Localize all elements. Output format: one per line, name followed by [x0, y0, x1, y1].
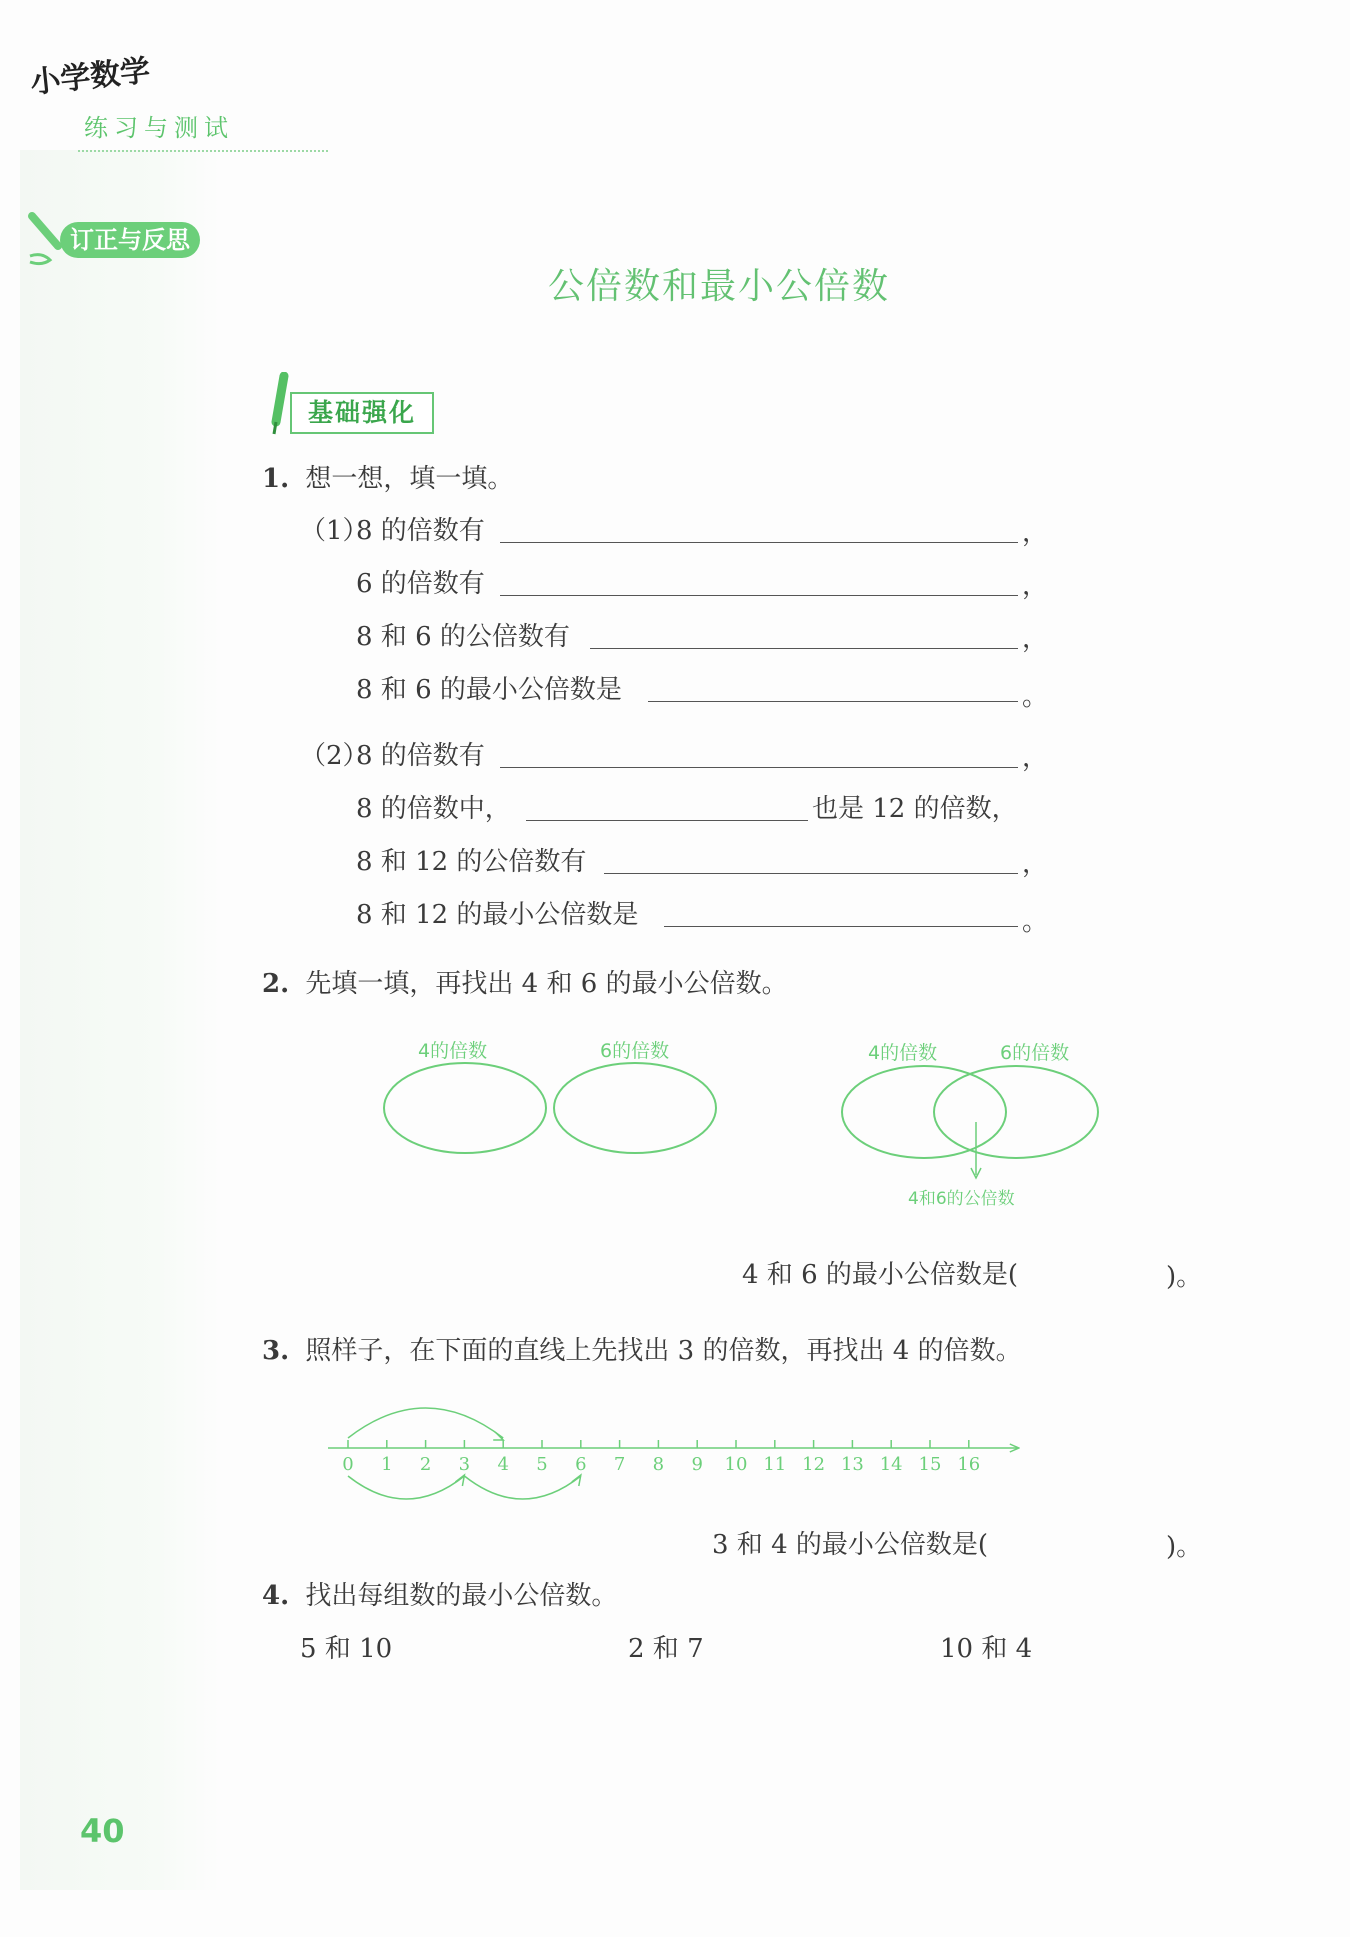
- q4-group-2: 2 和 7: [628, 1634, 704, 1664]
- q1-p2-line3-text: 8 和 12 的公倍数有: [356, 847, 587, 877]
- q1-p1-line1-end: ，: [1022, 518, 1049, 548]
- q4-prompt: 找出每组数的最小公倍数。: [305, 1581, 618, 1611]
- multiples-of-6-set[interactable]: [554, 1063, 716, 1153]
- q1-p1-line1-text: 8 的倍数有: [356, 516, 485, 546]
- tick-label-11: 11: [763, 1454, 787, 1475]
- q1-p2-line2-text-a: 8 的倍数中，: [356, 794, 511, 824]
- q1-p2-line1-end: ，: [1022, 743, 1049, 773]
- q1-p2-line3-end: ，: [1022, 849, 1049, 879]
- tick-label-10: 10: [724, 1454, 748, 1475]
- q4-group-1: 5 和 10: [300, 1634, 393, 1664]
- q1-p2-line1-blank[interactable]: [500, 767, 1018, 768]
- tick-label-15: 15: [918, 1454, 942, 1475]
- venn-common-label: 4和6的公倍数: [908, 1189, 1015, 1209]
- q2-heading: [262, 963, 788, 1000]
- q1-p1-line2-blank[interactable]: [500, 595, 1018, 596]
- section-badge: 基础强化: [290, 392, 434, 434]
- book-subtitle: 练习与测试: [84, 114, 234, 142]
- q4-group-3: 10 和 4: [940, 1634, 1033, 1664]
- q1-part2-label: （2）: [300, 741, 369, 771]
- q1-p1-line4-text: 8 和 6 的最小公倍数是: [356, 675, 622, 705]
- q1-p1-line3-blank[interactable]: [590, 648, 1018, 649]
- venn-overlap-diagram: [836, 1060, 1116, 1190]
- q3-answer-slot[interactable]: [1020, 1522, 1150, 1558]
- q1-p1-line3-text: 8 和 6 的公倍数有: [356, 622, 570, 652]
- q1-p1-line4-blank[interactable]: [648, 701, 1018, 702]
- q1-p2-line2-blank[interactable]: [526, 820, 808, 821]
- sidebar-badge: 订正与反思: [60, 222, 200, 258]
- arc-below-0: [348, 1476, 464, 1499]
- tick-label-0: 0: [342, 1454, 354, 1475]
- q3-heading: [262, 1330, 1022, 1367]
- number-line: [320, 1400, 1020, 1510]
- q1-p2-line1-text: 8 的倍数有: [356, 741, 485, 771]
- arc-above-0: [348, 1408, 503, 1438]
- q1-p1-line4-end: 。: [1022, 682, 1049, 712]
- venn-right-label-6: 6的倍数: [1000, 1042, 1070, 1064]
- q2-answer-slot[interactable]: [1042, 1252, 1162, 1288]
- q1-p2-line4-blank[interactable]: [664, 926, 1018, 927]
- tick-label-7: 7: [613, 1454, 626, 1475]
- q4-number: 4.: [262, 1581, 290, 1611]
- tick-label-16: 16: [957, 1454, 981, 1475]
- tick-label-14: 14: [879, 1454, 903, 1475]
- tick-label-6: 6: [575, 1454, 587, 1475]
- q3-number: 3.: [262, 1336, 290, 1366]
- q1-heading: [262, 458, 513, 495]
- q4-heading: [262, 1575, 617, 1612]
- q1-p1-line2-text: 6 的倍数有: [356, 569, 485, 599]
- multiples-of-4-set[interactable]: [384, 1063, 546, 1153]
- tick-label-4: 4: [497, 1454, 509, 1475]
- reflection-sidebar: [20, 150, 220, 1890]
- q3-answer-suffix: )。: [1166, 1532, 1203, 1562]
- q1-part1-label: （1）: [300, 516, 369, 546]
- venn-left-label-4: 4的倍数: [418, 1040, 488, 1062]
- tick-label-5: 5: [536, 1454, 548, 1475]
- arc-below-1: [464, 1476, 580, 1499]
- venn-right-label-4: 4的倍数: [868, 1042, 938, 1064]
- subtitle-underline: [78, 150, 328, 152]
- q1-prompt: 想一想，填一填。: [305, 464, 514, 494]
- tick-label-3: 3: [458, 1454, 471, 1475]
- tick-label-2: 2: [419, 1454, 432, 1475]
- q3-prompt: 照样子，在下面的直线上先找出 3 的倍数，再找出 4 的倍数。: [305, 1336, 1022, 1366]
- tick-label-1: 1: [381, 1454, 393, 1475]
- venn-left-label-6: 6的倍数: [600, 1040, 670, 1062]
- q1-p2-line4-text: 8 和 12 的最小公倍数是: [356, 900, 639, 930]
- q2-answer-suffix: )。: [1166, 1262, 1203, 1292]
- arc-below-arrow-0: [455, 1475, 464, 1486]
- venn-separate-diagram: [380, 1058, 730, 1168]
- q2-prompt: 先填一填，再找出 4 和 6 的最小公倍数。: [305, 969, 788, 999]
- tick-label-8: 8: [652, 1454, 665, 1475]
- lesson-title: 公倍数和最小公倍数: [548, 266, 891, 307]
- q1-p1-line3-end: ，: [1022, 624, 1049, 654]
- q1-p2-line4-end: 。: [1022, 907, 1049, 937]
- tick-label-9: 9: [691, 1454, 703, 1475]
- tick-label-12: 12: [802, 1454, 826, 1475]
- q1-number: 1.: [262, 464, 290, 494]
- q1-p2-line2-text-b: 也是 12 的倍数，: [812, 794, 1018, 824]
- q2-number: 2.: [262, 969, 290, 999]
- tick-label-13: 13: [840, 1454, 864, 1475]
- book-title: 小学数学: [28, 53, 152, 101]
- q1-p2-line3-blank[interactable]: [604, 873, 1018, 874]
- arc-below-arrow-1: [572, 1475, 581, 1486]
- overlap-multiples-of-4-set[interactable]: [842, 1066, 1006, 1158]
- page-number: 40: [80, 1812, 125, 1850]
- q1-p1-line2-end: ，: [1022, 571, 1049, 601]
- q3-answer-prefix: 3 和 4 的最小公倍数是(: [712, 1530, 989, 1560]
- q2-answer-prefix: 4 和 6 的最小公倍数是(: [742, 1260, 1019, 1290]
- q1-p1-line1-blank[interactable]: [500, 542, 1018, 543]
- overlap-multiples-of-6-set[interactable]: [934, 1066, 1098, 1158]
